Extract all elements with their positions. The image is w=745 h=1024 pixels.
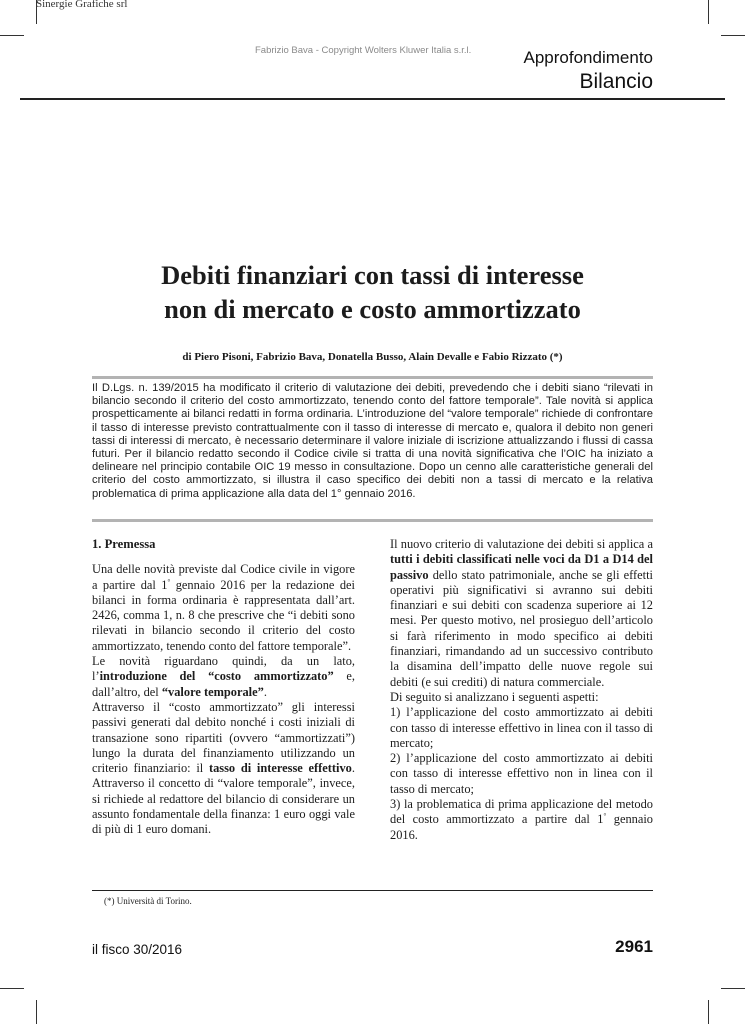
- subsection-title: Bilancio: [579, 70, 653, 93]
- article-abstract: Il D.Lgs. n. 139/2015 ha modificato il criterio di valutazione dei debiti, prevedendo che i debiti siano “rilevati in bilancio secondo il criterio del costo ammortizzato, tenendo conto del fattore temporale”. Tale novità si applica prospetticamente ai bilanci redatti in forma ordinaria. L’introduzione del “valore temporale” richiede di confrontare il tasso di interesse previsto contrattualmente con il tasso di interesse di mercato e, qualora il debito non generi tassi di interessi di mercato, è necessario determinare il valore iniziale di iscrizione attualizzando i flussi di cassa futuri. Per il bilancio redatto secondo il Codice civile si tratta di una novità significativa che l’OIC ha iniziato a delineare nel principio contabile OIC 19 messo in consultazione. Dopo un cenno alle caratteristiche generali del criterio del costo ammortizzato, si illustra il caso specifico dei debiti non a tassi di mercato e la relativa problematica di prima applicazione alla data del 1° gennaio 2016.: [92, 382, 653, 500]
- list-item: 2) l’applicazione del costo ammortizzato ai debiti con tasso di interesse effettivo non in linea con il tasso di mercato;: [390, 751, 653, 796]
- article-title: [60, 258, 685, 326]
- abstract-bottom-rule: [92, 519, 653, 522]
- paragraph: Il nuovo criterio di valutazione dei debiti si applica a tutti i debiti classificati nelle voci da D1 a D14 del passivo dello stato patrimoniale, anche se gli effetti operativi più significativi si avranno sui debiti finanziari e sui debiti con scadenza superiore ai 12 mesi. Per questo motivo, nel prosieguo dell’articolo si farà riferimento in modo specifico ai debiti finanziari, rimandando ad un successivo contributo la disamina dell’impatto delle nuove regole sui debiti (e sui crediti) di natura commerciale.: [390, 537, 653, 689]
- issue-label: il fisco 30/2016: [92, 942, 183, 957]
- paragraph: Le novità riguardano quindi, da un lato, l’introduzione del “costo ammortizzato” e, dall’altro, del “valore temporale”.: [92, 654, 355, 699]
- paragraph: Una delle novità previste dal Codice civile in vigore a partire dal 1° gennaio 2016 per la redazione dei bilanci in forma ordinaria è rappresentata dall’art. 2426, comma 1, n. 8 che prescrive che “i debiti sono rilevati in bilancio secondo il criterio del costo ammortizzato, tenendo conto del fattore temporale”.: [92, 562, 355, 653]
- paragraph: Di seguito si analizzano i seguenti aspetti:: [390, 689, 599, 704]
- footnote: (*) Università di Torino.: [104, 896, 192, 906]
- crop-mark: [708, 1000, 709, 1024]
- section-heading: 1. Premessa: [92, 537, 156, 551]
- footnote-rule: [92, 890, 653, 891]
- article-authors: di Piero Pisoni, Fabrizio Bava, Donatella Busso, Alain Devalle e Fabio Rizzato (*): [182, 351, 563, 363]
- body-column-right: [390, 537, 653, 843]
- crop-mark: [0, 988, 24, 989]
- copyright-notice: Fabrizio Bava - Copyright Wolters Kluwer Italia s.r.l.: [255, 45, 472, 56]
- section-title: Approfondimento: [523, 48, 653, 67]
- printer-label: Sinergie Grafiche srl: [36, 0, 128, 10]
- abstract-top-rule: [92, 376, 653, 379]
- paragraph: Attraverso il “costo ammortizzato” gli interessi passivi generati dal debito nonché i costi iniziali di transazione sono ripartiti (ovvero “ammortizzati”) lungo la durata del finanziamento utilizzando un criterio finanziario: il tasso di interesse effettivo. Attraverso il concetto di “valore temporale”, invece, si richiede al redattore del bilancio di considerare un assunto fondamentale della finanza: 1 euro oggi vale di più di 1 euro domani.: [92, 699, 355, 837]
- page-number: 2961: [615, 937, 653, 956]
- article-title-line: Debiti finanziari con tassi di interesse: [161, 260, 584, 290]
- article-title-line: non di mercato e costo ammortizzato: [164, 294, 581, 324]
- list-item: 1) l’applicazione del costo ammortizzato ai debiti con tasso di interesse effettivo in linea con il tasso di mercato;: [390, 705, 653, 750]
- crop-mark: [721, 35, 745, 36]
- crop-mark: [721, 988, 745, 989]
- list-item: 3) la problematica di prima applicazione del metodo del costo ammortizzato a partire dal 1° gennaio 2016.: [390, 797, 653, 842]
- crop-mark: [0, 35, 24, 36]
- crop-mark: [36, 1000, 37, 1024]
- body-column-left: [92, 537, 355, 838]
- crop-mark: [708, 0, 709, 24]
- header-rule: [20, 98, 725, 100]
